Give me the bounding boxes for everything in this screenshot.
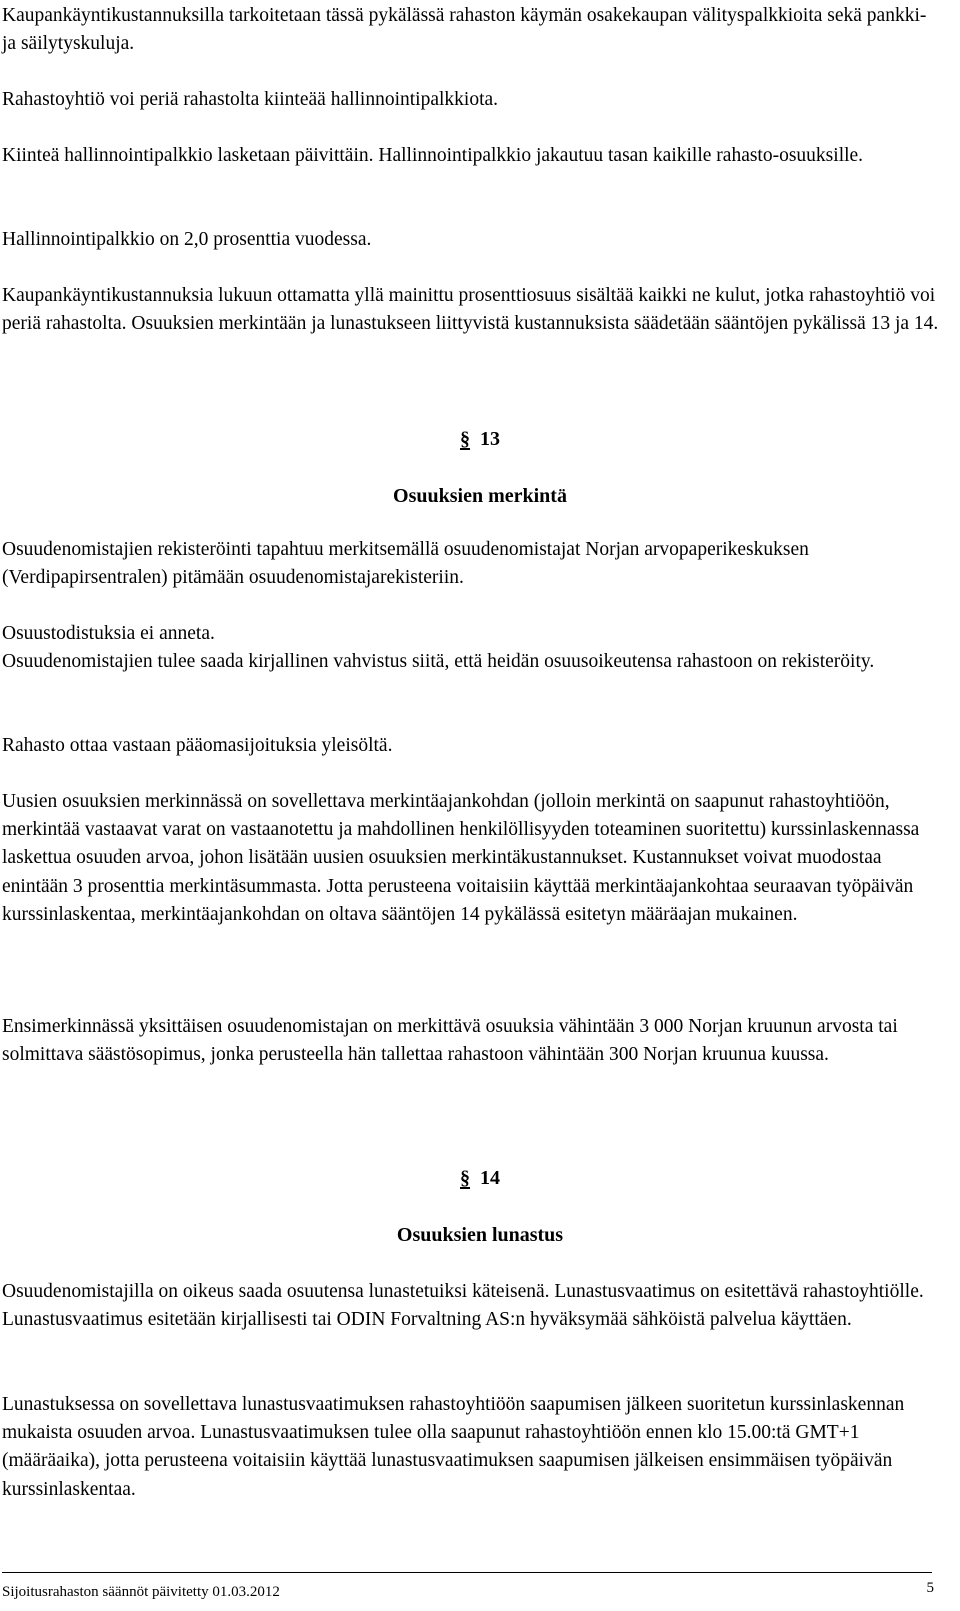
paragraph-fee-calculation: Kiinteä hallinnointipalkkio lasketaan päivittäin. Hallinnointipalkkio jakautuu tasan kaikille rahasto-osuuksille. xyxy=(2,145,864,166)
paragraph-minimum-subscription: Ensimerkinnässä yksittäisen osuudenomistajan on merkittävä osuuksia vähintään 3 000 Norjan kruunun arvosta tai solmittava säästösopimus, jonka perusteella hän tallettaa rahastoon vähintään 300 Norjan kruunua kuussa. xyxy=(2,1016,898,1066)
paragraph-management-fee: Rahastoyhtiö voi periä rahastolta kiinteää hallinnointipalkkiota. xyxy=(2,89,499,110)
paragraph-public-investments: Rahasto ottaa vastaan pääomasijoituksia yleisöltä. xyxy=(2,735,393,756)
paragraph-fee-rate: Hallinnointipalkkio on 2,0 prosenttia vuodessa. xyxy=(2,229,372,250)
section-number: 14 xyxy=(480,1167,500,1189)
page-number: 5 xyxy=(926,1580,934,1596)
paragraph-trading-costs: Kaupankäyntikustannuksilla tarkoitetaan tässä pykälässä rahaston käymän osakekaupan välityspalkkioita sekä pankki- ja säilytyskuluja. xyxy=(2,5,927,55)
section-13-title: Osuuksien merkintä xyxy=(393,485,567,507)
paragraph-registration: Osuudenomistajien rekisteröinti tapahtuu merkitsemällä osuudenomistajat Norjan arvopaperikeskuksen (Verdipapirsentralen) pitämään osuudenomistajarekisteriin. xyxy=(2,539,809,589)
section-number: 13 xyxy=(480,428,500,450)
paragraph-costs-included: Kaupankäyntikustannuksia lukuun ottamatta yllä mainittu prosenttiosuus sisältää kaikki ne kulut, jotka rahastoyhtiö voi periä rahastolta. Osuuksien merkintään ja lunastukseen liittyvistä kustannuksista säädetään sääntöjen pykälissä 13 ja 14. xyxy=(2,285,939,335)
footer-document-title: Sijoitusrahaston säännöt päivitetty 01.03.2012 xyxy=(2,1584,280,1600)
paragraph-redemption-pricing: Lunastuksessa on sovellettava lunastusvaatimuksen rahastoyhtiöön saapumisen jälkeen suoritetun kurssinlaskennan mukaista osuuden arvoa. Lunastusvaatimuksen tulee olla saapunut rahastoyhtiöön ennen klo 15.00:tä GMT+1 (määräaika), jotta perusteena voitaisiin käyttää lunastusvaatimuksen saapumisen jälkeisen ensimmäisen työpäivän kurssinlaskentaa. xyxy=(2,1394,905,1500)
paragraph-subscription-pricing: Uusien osuuksien merkinnässä on sovellettava merkintäajankohdan (jolloin merkintä on saapunut rahastoyhtiöön, merkintää vastaavat varat on vastaanotettu ja mahdollinen henkilöllisyyden toteaminen suoritettu) kurssinlaskennassa laskettua osuuden arvoa, johon lisätään uusien osuuksien merkintäkustannukset. Kustannukset voivat muodostaa enintään 3 prosenttia merkintäsummasta. Jotta perusteena voitaisiin käyttää merkintäajankohtaa seuraavan työpäivän kurssinlaskentaa, merkintäajankohdan on oltava sääntöjen 14 pykälässä esitetyn määräajan mukainen. xyxy=(2,791,920,925)
section-14-title: Osuuksien lunastus xyxy=(396,1224,564,1246)
section-13-heading xyxy=(0,425,960,453)
paragraph-confirmation: Osuudenomistajien tulee saada kirjallinen vahvistus siitä, että heidän osuusoikeutensa rahastoon on rekisteröity. xyxy=(2,651,875,672)
section-symbol: § xyxy=(460,1167,470,1189)
footer-divider xyxy=(2,1572,932,1573)
section-symbol: § xyxy=(460,428,470,450)
section-14-heading xyxy=(0,1164,960,1192)
paragraph-no-certificates: Osuustodistuksia ei anneta. xyxy=(2,623,215,644)
paragraph-redemption-right: Osuudenomistajilla on oikeus saada osuutensa lunastetuiksi käteisenä. Lunastusvaatimus on esitettävä rahastoyhtiölle. Lunastusvaatimus esitetään kirjallisesti tai ODIN Forvaltning AS:n hyväksymää sähköistä palvelua käyttäen. xyxy=(2,1281,924,1331)
